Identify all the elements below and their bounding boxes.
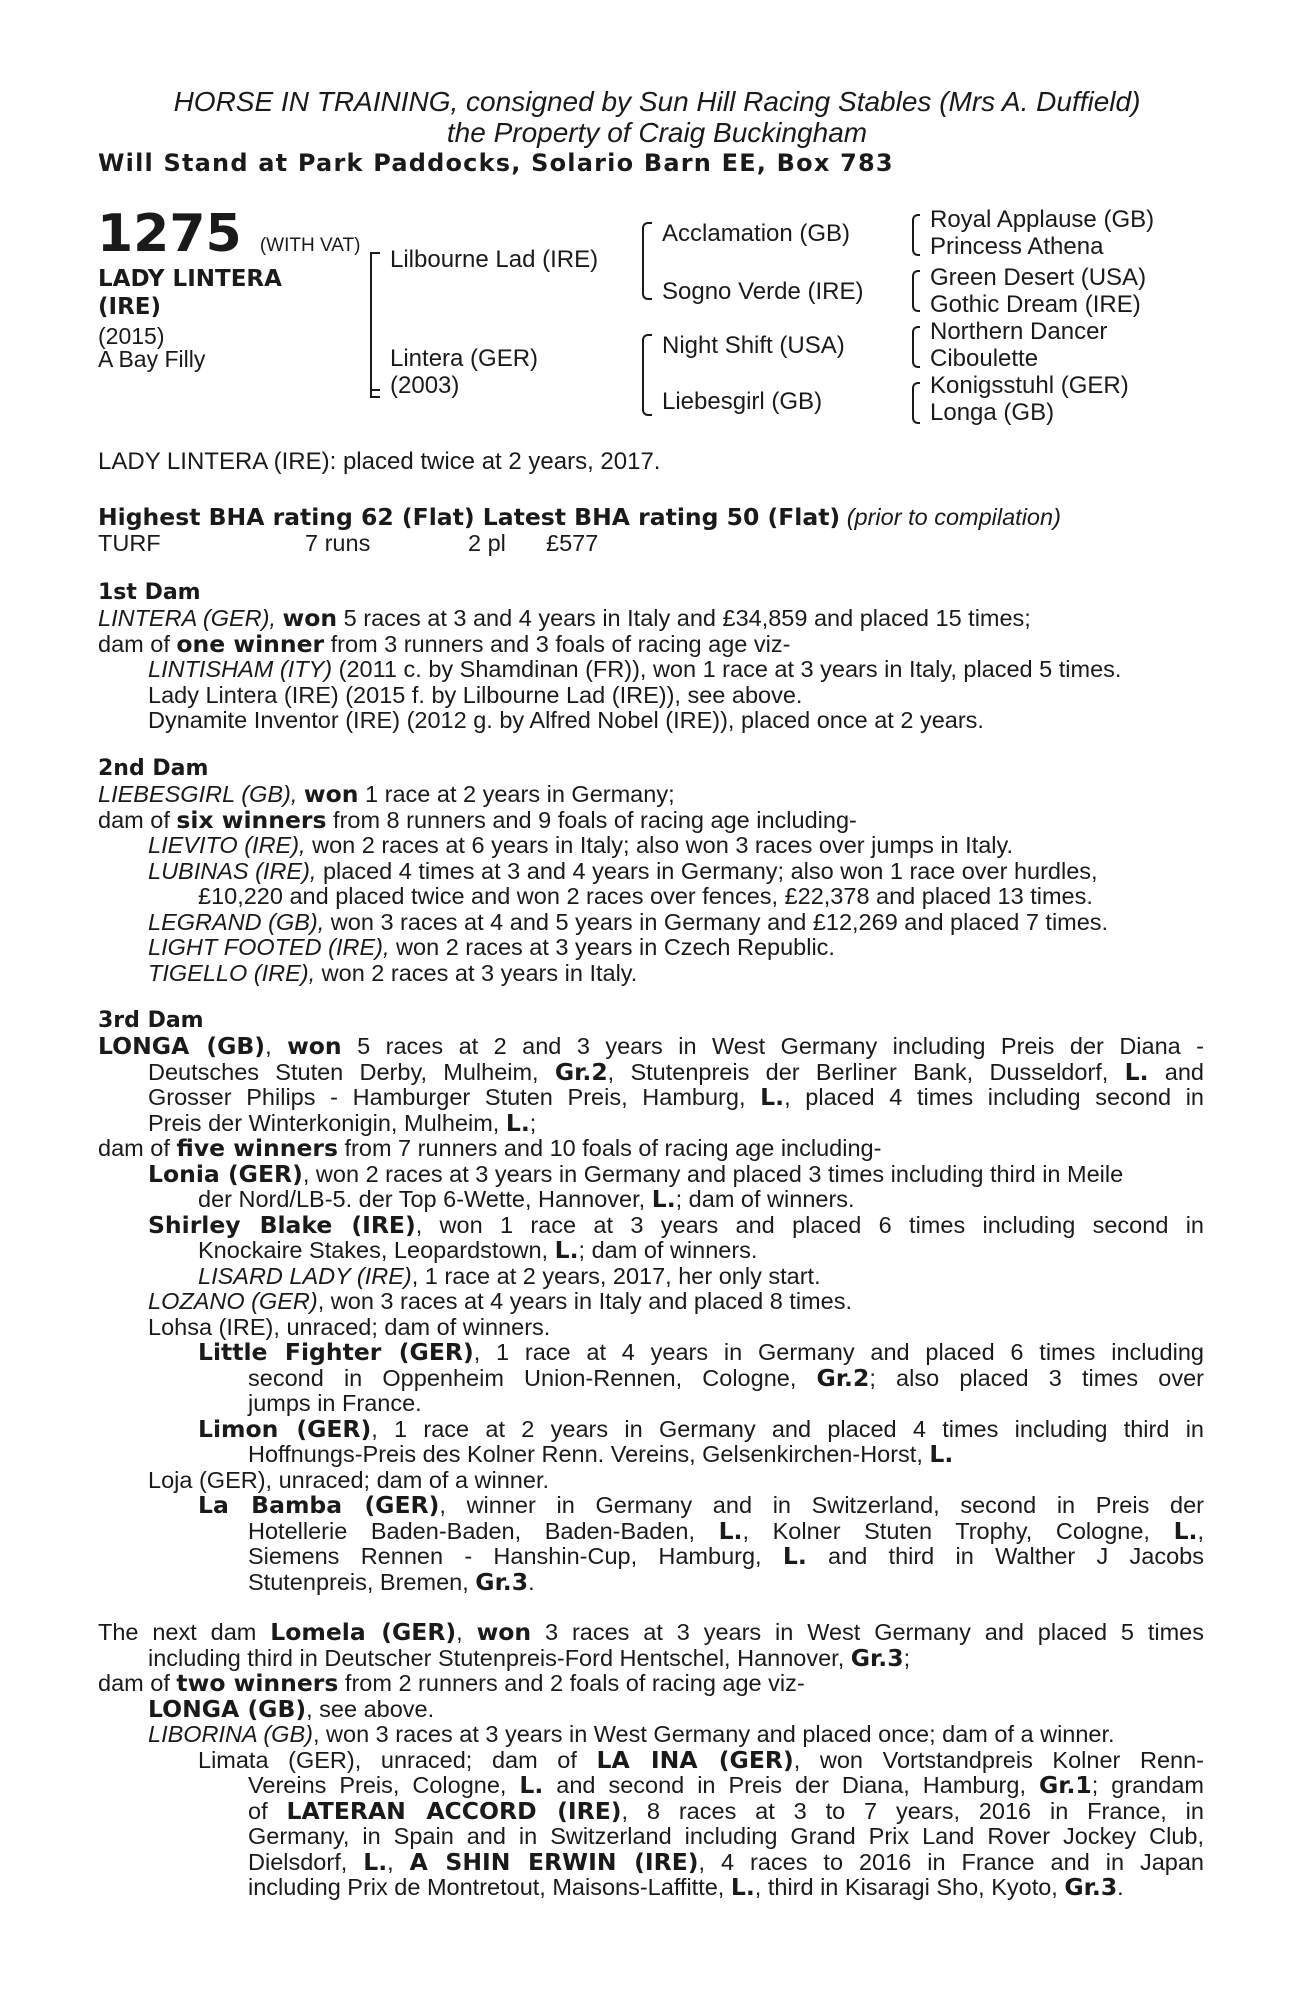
- pedigree-sire-dam: Sogno Verde (IRE): [662, 278, 864, 305]
- text: Siemens Rennen - Hanshin-Cup, Hamburg,: [248, 1543, 783, 1569]
- grade: L.: [760, 1083, 785, 1111]
- offspring-name: LOZANO (GER): [148, 1288, 318, 1314]
- text: .: [528, 1568, 535, 1595]
- record-text: , winner in Germany and in Switzerland, second in Preis der: [439, 1492, 1204, 1518]
- pedigree-dss: Northern Dancer: [930, 318, 1108, 345]
- text: from 8 runners and 9 foals of racing age including-: [326, 806, 857, 833]
- third-dam-line: [98, 1085, 1204, 1111]
- next-dam-line: Germany, in Spain and in Switzerland including Grand Prix Land Rover Jockey Club,: [248, 1823, 1204, 1849]
- record-text: 5 races at 3 and 4 years in Italy and £34,859 and placed 15 times;: [337, 605, 1031, 631]
- offspring-name: Little Fighter (GER): [198, 1338, 474, 1366]
- grade: Gr.2: [816, 1363, 870, 1392]
- first-dam-section: [98, 580, 1204, 734]
- next-dam-line: [98, 1796, 1204, 1825]
- text: Limata (GER), unraced; dam of: [198, 1746, 597, 1773]
- first-dam-line: Lady Lintera (IRE) (2015 f. by Lilbourne Lad (IRE)), see above.: [148, 681, 803, 708]
- dam-name: LIEBESGIRL (GB),: [98, 781, 298, 807]
- pedigree-sss: Royal Applause (GB): [930, 206, 1155, 233]
- offspring-name: LINTISHAM (ITY): [148, 656, 333, 682]
- third-dam-line: [98, 1544, 1204, 1570]
- second-dam-line: £10,220 and placed twice and won 2 races over fences, £22,378 and placed 13 times.: [198, 883, 1093, 909]
- dam-name: LINTERA (GER),: [98, 605, 277, 631]
- grade: Gr.2: [554, 1057, 608, 1086]
- text: ,: [265, 1033, 272, 1059]
- pedigree-dam-year: (2003): [390, 372, 460, 399]
- text: dam of: [98, 806, 177, 833]
- record-text: , won 1 race at 3 years and placed 6 times including second in: [415, 1211, 1204, 1238]
- pedigree-bracket-g3d: [912, 382, 920, 424]
- next-dam-section: [98, 1620, 1204, 1901]
- record-text: won 2 races at 3 years in Czech Republic.: [389, 934, 835, 960]
- offspring-name: LEGRAND (GB),: [148, 908, 325, 935]
- horse-country: (IRE): [98, 294, 162, 320]
- text: ; also placed 3 times over: [869, 1364, 1204, 1391]
- text: ,: [456, 1619, 477, 1645]
- third-dam-line: [98, 1340, 1204, 1366]
- next-dam-line: [98, 1620, 1204, 1646]
- rating-text: Highest BHA rating 62 (Flat) Latest BHA rating 50 (Flat): [98, 503, 841, 531]
- horse-description: A Bay Filly: [98, 346, 206, 372]
- turf-surface: TURF: [98, 530, 161, 556]
- text: Grosser Philips - Hamburger Stuten Preis, Hamburg,: [148, 1084, 761, 1110]
- turf-placed: 2 pl: [468, 530, 506, 556]
- second-dam-line: [98, 833, 1204, 859]
- winners-count: six winners: [176, 805, 327, 834]
- horse-name: LADY LINTERA: [98, 266, 282, 292]
- text: of: [248, 1797, 287, 1824]
- first-dam-heading: 1st Dam: [98, 580, 201, 605]
- dam-name: Lomela (GER): [270, 1618, 457, 1646]
- text: ;: [529, 1109, 537, 1136]
- offspring-name: Lonia (GER): [148, 1159, 303, 1188]
- grade: L.: [363, 1847, 388, 1876]
- text: Deutsches Stuten Derby, Mulheim,: [148, 1058, 555, 1085]
- offspring-name: LIEVITO (IRE),: [148, 832, 306, 858]
- grade: L.: [1173, 1516, 1198, 1545]
- record-text: , 1 race at 2 years in Germany and placed 4 times including third in: [371, 1415, 1204, 1442]
- grade: L.: [505, 1108, 530, 1137]
- offspring-name: LIGHT FOOTED (IRE),: [148, 934, 390, 960]
- offspring-name: LA INA (GER): [596, 1745, 794, 1774]
- third-dam-line: [98, 1442, 1204, 1468]
- grade: L.: [782, 1542, 807, 1570]
- offspring-name: Limon (GER): [198, 1414, 372, 1443]
- header-consignor: HORSE IN TRAINING, consigned by Sun Hill Racing Stables (Mrs A. Duffield): [173, 86, 1141, 117]
- text: and second in Preis der Diana, Hamburg,: [543, 1772, 1039, 1798]
- pedigree-bracket-g3b: [912, 270, 920, 312]
- text: der Nord/LB-5. der Top 6-Wette, Hannover,: [198, 1186, 652, 1212]
- text: Hotellerie Baden-Baden, Baden-Baden,: [248, 1517, 719, 1544]
- record-text: , see above.: [306, 1695, 435, 1722]
- pedigree-dam: Lintera (GER): [390, 345, 539, 372]
- third-dam-line: [98, 1289, 1204, 1315]
- third-dam-line: jumps in France.: [248, 1390, 422, 1416]
- pedigree-sdd: Gothic Dream (IRE): [930, 291, 1141, 318]
- record-text: , 1 race at 2 years, 2017, her only start.: [411, 1262, 821, 1289]
- record-text: won 3 races at 4 and 5 years in Germany and £12,269 and placed 7 times.: [324, 908, 1109, 935]
- text: Stutenpreis, Bremen,: [248, 1568, 476, 1595]
- dam-name: LONGA (GB): [98, 1032, 266, 1060]
- text: , 8 races at 3 to 7 years, 2016 in France, in: [621, 1797, 1204, 1824]
- text: , placed 4 times including second in: [784, 1084, 1204, 1110]
- text: Preis der Winterkonigin, Mulheim,: [148, 1109, 506, 1136]
- turf-earnings: £577: [546, 530, 599, 556]
- text: The next dam: [98, 1619, 271, 1645]
- grade: L.: [730, 1873, 755, 1901]
- third-dam-line: [98, 1159, 1204, 1188]
- grade: L.: [519, 1771, 544, 1799]
- offspring-name: LUBINAS (IRE),: [148, 857, 317, 884]
- pedigree-sire: Lilbourne Lad (IRE): [390, 246, 599, 273]
- record-text: 5 races at 2 and 3 years in West Germany including Preis der Diana -: [341, 1033, 1205, 1059]
- offspring-name: TIGELLO (IRE),: [148, 959, 316, 986]
- offspring-name: Shirley Blake (IRE): [148, 1210, 416, 1239]
- record-text: , won 3 races at 4 years in Italy and placed 8 times.: [317, 1288, 852, 1314]
- pedigree-bracket-g2b: [642, 334, 652, 416]
- text: and third in Walther J Jacobs: [806, 1543, 1204, 1569]
- text: from 2 runners and 2 foals of racing age viz-: [338, 1670, 805, 1696]
- third-dam-line: Loja (GER), unraced; dam of a winner.: [148, 1466, 550, 1493]
- second-dam-line: [98, 961, 1204, 987]
- text: including third in Deutscher Stutenpreis-Ford Hentschel, Hannover,: [148, 1644, 851, 1671]
- text: Vereins Preis, Cologne,: [248, 1772, 520, 1798]
- first-dam-line: [98, 629, 1204, 658]
- won-label: won: [303, 780, 359, 808]
- third-dam-line: [98, 1238, 1204, 1264]
- third-dam-line: [98, 1210, 1204, 1239]
- text: from 3 runners and 3 foals of racing age viz-: [324, 630, 791, 657]
- grade: L.: [929, 1440, 954, 1468]
- rating-note: (prior to compilation): [846, 504, 1061, 530]
- text: , Stutenpreis der Berliner Bank, Dusseldorf,: [607, 1058, 1125, 1085]
- pedigree-sire-sire: Acclamation (GB): [662, 220, 851, 247]
- pedigree-sds: Green Desert (USA): [930, 264, 1147, 291]
- next-dam-line: [98, 1643, 1204, 1672]
- text: ,: [1197, 1517, 1204, 1544]
- text: ; dam of winners.: [675, 1186, 855, 1212]
- next-dam-line: [98, 1694, 1204, 1723]
- record-text: , 1 race at 4 years in Germany and placed 6 times including: [473, 1339, 1204, 1365]
- first-dam-line: [98, 657, 1204, 683]
- third-dam-line: [98, 1034, 1204, 1060]
- third-dam-line: [98, 1567, 1204, 1596]
- pedigree-dds: Konigsstuhl (GER): [930, 372, 1129, 399]
- next-dam-line: [98, 1875, 1204, 1901]
- winners-count: one winner: [176, 629, 325, 658]
- grade: Gr.1: [1038, 1771, 1092, 1799]
- text: ; grandam: [1091, 1772, 1205, 1798]
- next-dam-line: [98, 1671, 1204, 1697]
- text: Dielsdorf,: [248, 1848, 364, 1875]
- pedigree-bracket-dam: [370, 318, 380, 398]
- pedigree-bracket-g3a: [912, 214, 920, 256]
- offspring-name: A SHIN ERWIN (IRE): [409, 1847, 699, 1876]
- horse-year: (2015): [98, 323, 165, 349]
- grade: L.: [1124, 1057, 1149, 1086]
- text: Knockaire Stakes, Leopardstown,: [198, 1237, 555, 1263]
- won-label: won: [476, 1618, 532, 1646]
- record-text: 1 race at 2 years in Germany;: [358, 781, 675, 807]
- text: , 4 races to 2016 in France and in Japan: [698, 1848, 1204, 1875]
- race-summary: LADY LINTERA (IRE): placed twice at 2 years, 2017.: [98, 448, 661, 475]
- third-dam-line: [98, 1187, 1204, 1213]
- text: dam of: [98, 1135, 177, 1161]
- next-dam-line: [98, 1745, 1204, 1774]
- pedigree-dam-sire: Night Shift (USA): [662, 332, 845, 359]
- text: ,: [387, 1848, 410, 1875]
- grade: L.: [718, 1516, 743, 1545]
- vat-note: (WITH VAT): [259, 235, 361, 256]
- offspring-name: LISARD LADY (IRE): [198, 1262, 412, 1289]
- third-dam-section: [98, 1008, 1204, 1595]
- third-dam-line: [98, 1264, 1204, 1290]
- winners-count: two winners: [176, 1669, 339, 1697]
- lot-number: 1275: [97, 204, 242, 264]
- grade: L.: [554, 1236, 579, 1264]
- record-text: , won 3 races at 3 years in West Germany and placed once; dam of a winner.: [312, 1721, 1115, 1747]
- text: including Prix de Montretout, Maisons-Laffitte,: [248, 1874, 731, 1900]
- offspring-name: LIBORINA (GB): [148, 1721, 313, 1747]
- pedigree-bracket-g2a: [642, 222, 652, 300]
- text: ;: [903, 1644, 911, 1671]
- next-dam-line: [98, 1847, 1204, 1876]
- pedigree-dam-dam: Liebesgirl (GB): [662, 388, 823, 415]
- next-dam-line: [98, 1773, 1204, 1799]
- record-text: placed 4 times at 3 and 4 years in Germany; also won 1 race over hurdles,: [316, 857, 1098, 884]
- text: , won Vortstandpreis Kolner Renn-: [793, 1746, 1204, 1773]
- third-dam-line: [98, 1108, 1204, 1137]
- grade: Gr.3: [1064, 1873, 1118, 1901]
- turf-runs: 7 runs: [305, 530, 371, 556]
- offspring-name: LATERAN ACCORD (IRE): [286, 1796, 622, 1825]
- third-dam-line: [98, 1136, 1204, 1162]
- text: .: [1117, 1874, 1124, 1900]
- won-label: won: [287, 1032, 342, 1060]
- won-label: won: [282, 604, 338, 632]
- second-dam-line: [98, 910, 1204, 936]
- pedigree-ddd: Longa (GB): [930, 399, 1055, 426]
- text: , Kolner Stuten Trophy, Cologne,: [742, 1517, 1174, 1544]
- third-dam-line: Lohsa (IRE), unraced; dam of winners.: [148, 1313, 551, 1340]
- second-dam-line: [98, 859, 1204, 885]
- first-dam-line: [98, 606, 1204, 632]
- lot-number-block: [97, 206, 360, 274]
- third-dam-line: [98, 1516, 1204, 1545]
- record-text: won 2 races at 3 years in Italy.: [315, 959, 638, 986]
- second-dam-line: [98, 935, 1204, 961]
- text: ; dam of winners.: [578, 1237, 758, 1263]
- record-text: (2011 c. by Shamdinan (FR)), won 1 race at 3 years in Italy, placed 5 times.: [332, 656, 1122, 682]
- offspring-name: La Bamba (GER): [198, 1491, 440, 1519]
- text: second in Oppenheim Union-Rennen, Cologne,: [248, 1364, 817, 1391]
- second-dam-line: [98, 805, 1204, 834]
- grade: Gr.3: [850, 1643, 904, 1672]
- text: dam of: [98, 630, 177, 657]
- pedigree-bracket-g3c: [912, 326, 920, 368]
- text: and: [1148, 1058, 1204, 1085]
- record-text: , won 2 races at 3 years in Germany and placed 3 times including third in Meile: [302, 1160, 1124, 1187]
- second-dam-heading: 2nd Dam: [98, 756, 209, 781]
- winners-count: five winners: [176, 1134, 338, 1162]
- grade: L.: [651, 1185, 676, 1213]
- rating-line: [98, 503, 1061, 531]
- grade: Gr.3: [475, 1567, 529, 1596]
- third-dam-line: [98, 1363, 1204, 1392]
- text: , third in Kisaragi Sho, Kyoto,: [754, 1874, 1065, 1900]
- second-dam-section: [98, 756, 1204, 986]
- offspring-name: LONGA (GB): [148, 1694, 307, 1723]
- pedigree-ssd: Princess Athena: [930, 233, 1104, 260]
- second-dam-line: [98, 782, 1204, 808]
- pedigree-dsd: Ciboulette: [930, 345, 1039, 372]
- text: Hoffnungs-Preis des Kolner Renn. Vereins, Gelsenkirchen-Horst,: [248, 1441, 930, 1467]
- third-dam-line: [98, 1414, 1204, 1443]
- first-dam-line: Dynamite Inventor (IRE) (2012 g. by Alfred Nobel (IRE)), placed once at 2 years.: [148, 707, 984, 733]
- text: dam of: [98, 1670, 177, 1696]
- next-dam-line: [98, 1722, 1204, 1748]
- third-dam-heading: 3rd Dam: [98, 1008, 204, 1033]
- text: from 7 runners and 10 foals of racing age including-: [337, 1135, 882, 1161]
- header-property: the Property of Craig Buckingham: [446, 117, 868, 148]
- stand-location: Will Stand at Park Paddocks, Solario Barn EE, Box 783: [98, 149, 894, 177]
- record-text: won 2 races at 6 years in Italy; also won 3 races over jumps in Italy.: [305, 832, 1014, 858]
- third-dam-line: [98, 1493, 1204, 1519]
- third-dam-line: [98, 1057, 1204, 1086]
- record-text: 3 races at 3 years in West Germany and placed 5 times: [531, 1619, 1204, 1645]
